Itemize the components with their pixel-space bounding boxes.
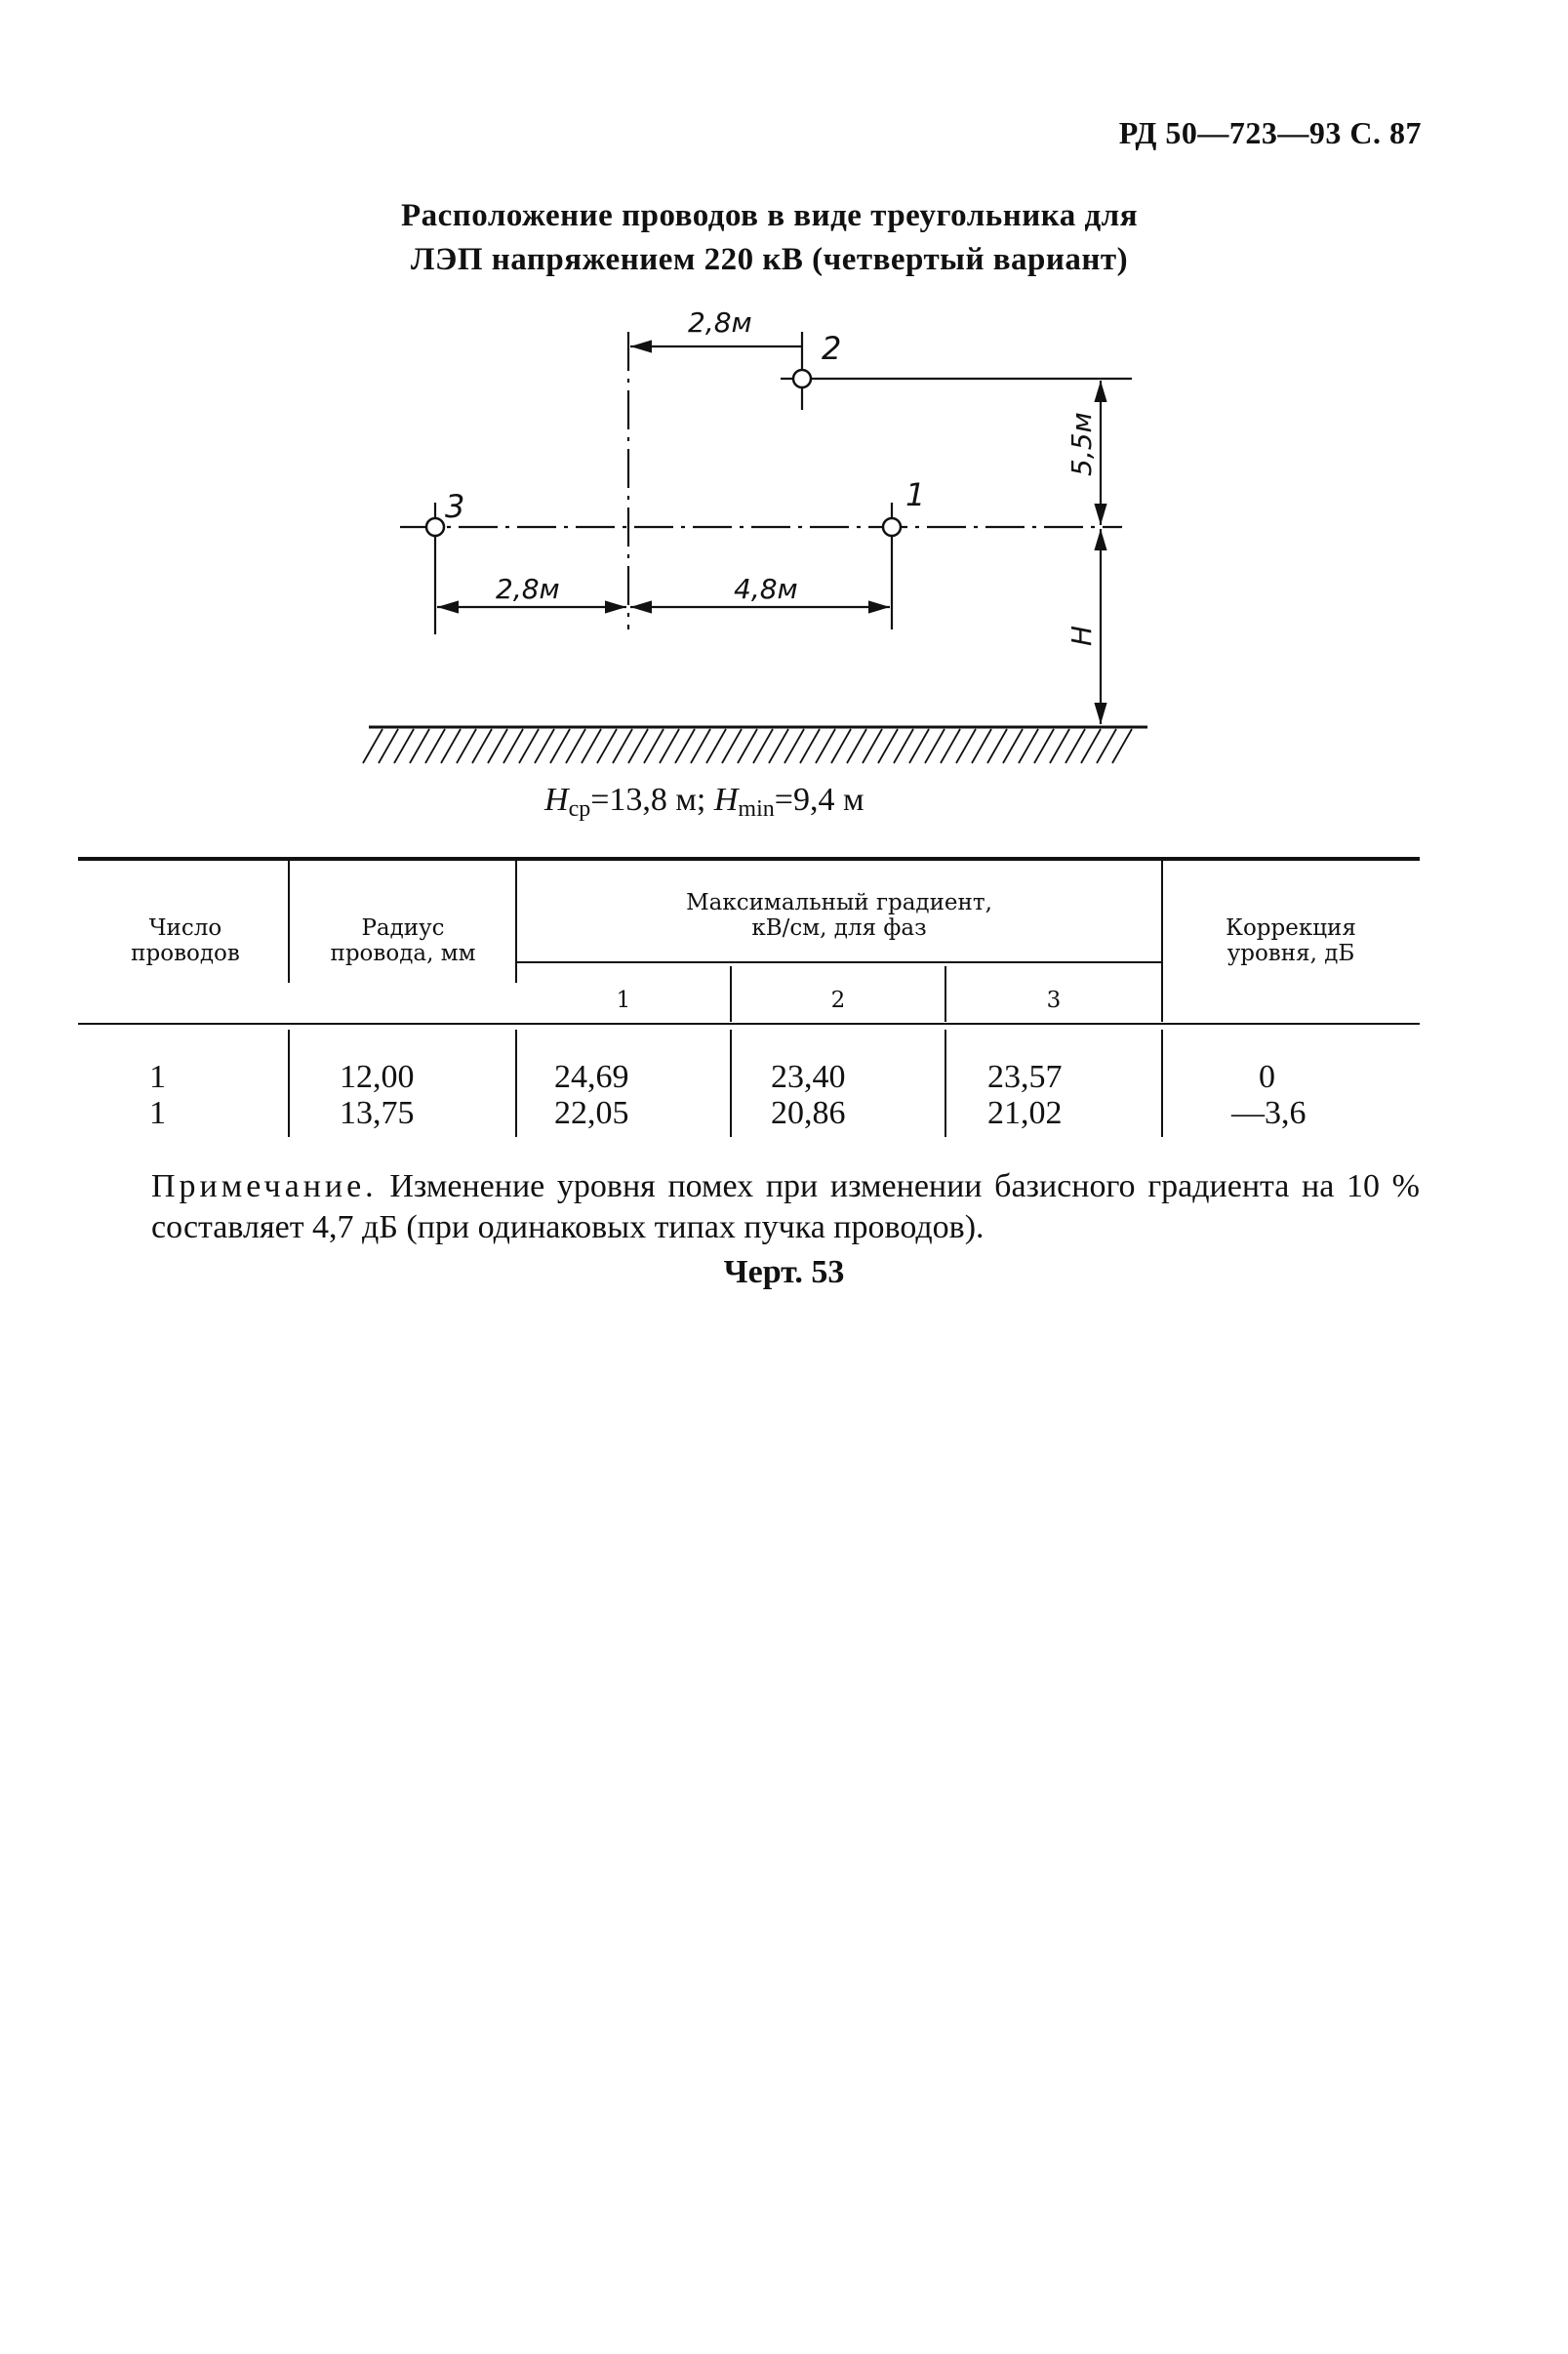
cell-radius: 13,75	[340, 1095, 415, 1131]
header-phase-1: 1	[616, 988, 631, 1013]
header-level-correction: Коррекция уровня, дБ	[1226, 915, 1356, 966]
header-phase-3: 3	[1046, 988, 1062, 1013]
dimension-label-vertical-lower: H	[1065, 625, 1098, 646]
dimension-label-vertical-upper: 5,5м	[1065, 412, 1098, 476]
figure-caption: Черт. 53	[723, 1254, 845, 1290]
header-phase-2: 2	[830, 988, 846, 1013]
cell-phase-2: 23,40	[771, 1059, 846, 1095]
cell-phase-3: 23,57	[987, 1059, 1063, 1095]
wire-3-label: 3	[445, 488, 465, 525]
cell-phase-2: 20,86	[771, 1095, 846, 1131]
cell-correction: 0	[1259, 1059, 1275, 1095]
dimension-label-left: 2,8м	[496, 573, 560, 605]
dimension-label-top: 2,8м	[688, 306, 752, 339]
cell-phase-1: 24,69	[554, 1059, 629, 1095]
figure-title-line-2: ЛЭП напряжением 220 кВ (четвертый вариант)	[410, 242, 1129, 277]
cell-phase-3: 21,02	[987, 1095, 1063, 1131]
wire-1-label: 1	[905, 476, 926, 513]
cell-count: 1	[149, 1059, 166, 1095]
cell-phase-1: 22,05	[554, 1095, 629, 1131]
wire-2-label: 2	[822, 330, 842, 367]
height-formula: Hср=13,8 м; Hmin=9,4 м	[544, 782, 864, 822]
data-table	[0, 0, 1568, 1171]
note-text: Изменение уровня помех при изменении базисного градиента на 10 % составляет 4,7 дБ (при одинаковых типах пучка проводов).	[151, 1168, 1420, 1245]
table-note	[151, 1166, 1420, 1248]
dimension-label-middle: 4,8м	[734, 573, 798, 605]
cell-correction: —3,6	[1231, 1095, 1307, 1131]
header-wire-radius: Радиус провода, мм	[330, 915, 476, 966]
cell-radius: 12,00	[340, 1059, 415, 1095]
header-max-gradient: Максимальный градиент, кВ/см, для фаз	[686, 890, 992, 941]
header-wire-count: Число проводов	[131, 915, 240, 966]
figure-title-line-1: Расположение проводов в виде треугольника для	[400, 198, 1139, 233]
cell-count: 1	[149, 1095, 166, 1131]
page-header-reference: РД 50—723—93 С. 87	[1118, 115, 1422, 150]
note-label: Примечание.	[151, 1168, 378, 1204]
